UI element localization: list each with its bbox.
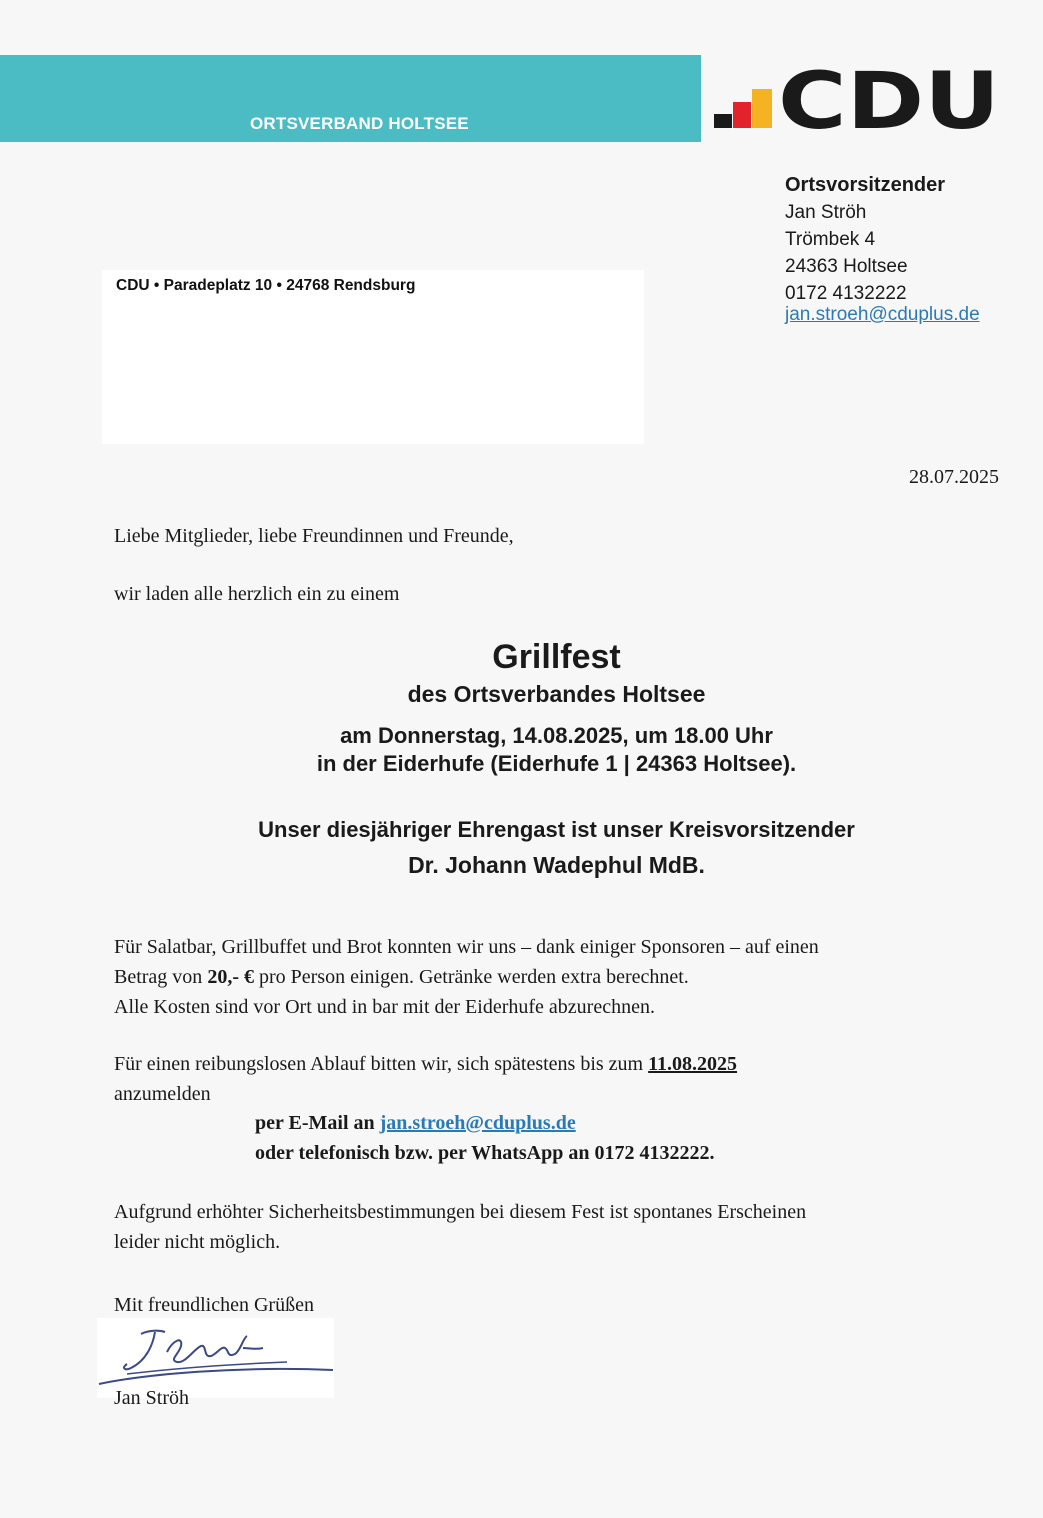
- contact-email-line: [255, 1108, 576, 1138]
- return-address: CDU • Paradeplatz 10 • 24768 Rendsburg: [116, 277, 416, 294]
- event-subtitle: des Ortsverbandes Holtsee: [407, 681, 706, 707]
- guest-name: Dr. Johann Wadephul MdB.: [408, 852, 705, 878]
- sender-street: Trömbek 4: [785, 229, 876, 250]
- letter-date: 28.07.2025: [909, 466, 999, 488]
- sender-phone: 0172 4132222: [785, 283, 907, 304]
- cost-line-3: Alle Kosten sind vor Ort und in bar mit der Eiderhufe abzurechnen.: [114, 996, 655, 1018]
- security-paragraph: [114, 1197, 806, 1257]
- logo-bar-black: [714, 114, 732, 128]
- cost-line-2-post: pro Person einigen. Getränke werden extra berechnet.: [253, 966, 689, 988]
- signature-name: Jan Ströh: [114, 1387, 189, 1409]
- registration-pre: Für einen reibungslosen Ablauf bitten wir, sich spätestens bis zum: [114, 1053, 649, 1075]
- cdu-logo: [712, 62, 1012, 137]
- cost-line-2-pre: Betrag von: [114, 966, 208, 988]
- logo-bar-red: [733, 102, 751, 128]
- event-date-time: am Donnerstag, 14.08.2025, um 18.00 Uhr: [340, 723, 773, 748]
- sender-email-link[interactable]: jan.stroeh@cduplus.de: [785, 304, 980, 325]
- guest-intro: Unser diesjähriger Ehrengast ist unser Kreisvorsitzender: [258, 817, 855, 842]
- event-title: Grillfest: [492, 638, 621, 676]
- registration-post: anzumelden: [114, 1083, 211, 1105]
- event-location: in der Eiderhufe (Eiderhufe 1 | 24363 Holtsee).: [316, 751, 797, 776]
- contact-phone-line: oder telefonisch bzw. per WhatsApp an 0172 4132222.: [255, 1142, 715, 1164]
- salutation: Liebe Mitglieder, liebe Freundinnen und Freunde,: [114, 525, 514, 547]
- security-line-1: Aufgrund erhöhter Sicherheitsbestimmungen bei diesem Fest ist spontanes Erscheinen: [114, 1201, 807, 1223]
- sender-city: 24363 Holtsee: [785, 256, 908, 277]
- cost-line-2: [114, 962, 819, 992]
- banner-title: ORTSVERBAND HOLTSEE: [250, 114, 469, 133]
- logo-bar-gold: [752, 89, 772, 128]
- registration-line: [114, 1049, 737, 1079]
- cost-paragraph: [114, 932, 819, 1022]
- intro-text: wir laden alle herzlich ein zu einem: [114, 583, 400, 605]
- contact-email-pre: per E-Mail an: [255, 1112, 380, 1134]
- registration-deadline: 11.08.2025: [648, 1053, 738, 1075]
- cost-amount: 20,- €: [207, 966, 254, 988]
- security-line-2: leider nicht möglich.: [114, 1231, 281, 1253]
- cost-line-1: Für Salatbar, Grillbuffet und Brot konnten wir uns – dank einiger Sponsoren – auf einen: [114, 936, 819, 958]
- closing: Mit freundlichen Grüßen: [114, 1294, 314, 1316]
- address-window: [102, 270, 644, 444]
- sender-role: Ortsvorsitzender: [785, 174, 946, 196]
- sender-name: Jan Ströh: [785, 202, 867, 223]
- logo-text: CDU: [778, 62, 1000, 137]
- contact-email-link[interactable]: jan.stroeh@cduplus.de: [379, 1112, 576, 1134]
- sender-contact-block: [785, 172, 980, 328]
- registration-paragraph: [114, 1049, 737, 1109]
